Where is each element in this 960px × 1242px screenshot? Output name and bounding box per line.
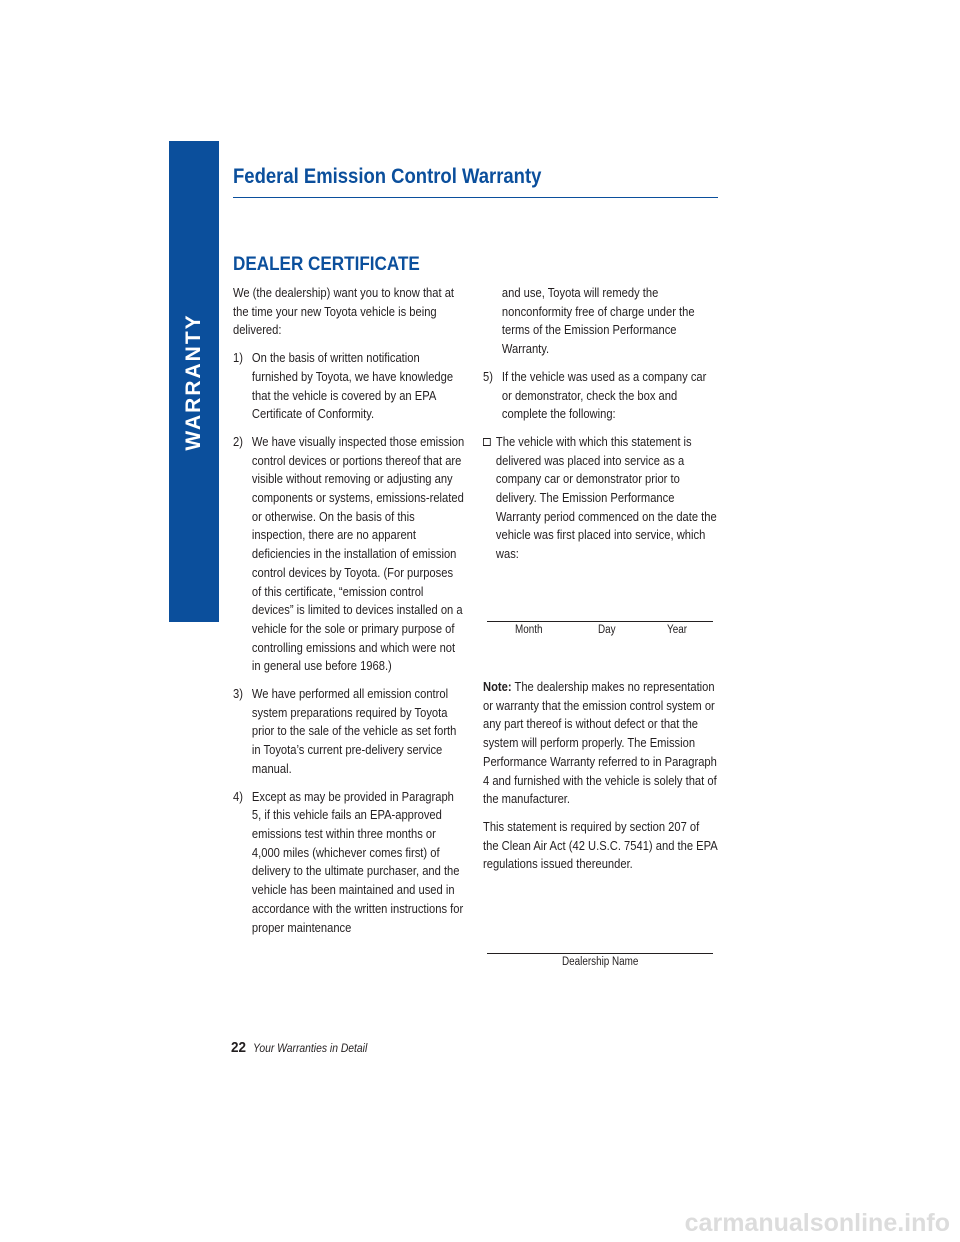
list-item-number: 4) <box>233 788 243 804</box>
list-item-text: On the basis of written notification furnished by Toyota, we have knowledge that the vehicle is covered by an EPA Certificate of Conformity. <box>251 350 454 422</box>
watermark: carmanualsonline.info <box>684 1209 950 1237</box>
company-car-checkbox[interactable] <box>483 438 491 446</box>
list-item-1 <box>233 349 465 424</box>
side-tab-label: WARRANTY <box>182 312 205 451</box>
page-number: 22 <box>231 1039 247 1056</box>
month-label: Month <box>515 624 543 636</box>
list-item-number: 3) <box>233 686 243 702</box>
note-text: The dealership makes no representation or warranty that the emission control system or any part thereof is without defect or that the system will perform properly. The Emission Performance Warranty referred to in Paragraph 4 and furnished with the vehicle is solely that of the manufacturer. <box>483 679 717 807</box>
list-item-2 <box>233 433 465 676</box>
company-car-checkbox-item <box>483 433 718 564</box>
dealership-name-line[interactable] <box>487 953 713 954</box>
section-heading: DEALER CERTIFICATE <box>233 254 420 275</box>
list-item-5 <box>483 368 718 424</box>
right-column <box>483 284 718 573</box>
intro-paragraph: We (the dealership) want you to know that at the time your new Toyota vehicle is being delivered: <box>233 285 455 338</box>
title-divider <box>233 197 718 198</box>
note-block <box>483 678 718 883</box>
list-item-text: If the vehicle was used as a company car or demonstrator, check the box and complete the following: <box>501 368 707 422</box>
year-label: Year <box>667 624 687 636</box>
list-item-number: 1) <box>233 350 243 366</box>
list-item-text: We have visually inspected those emission control devices or portions thereof that are visible without removing or adjusting any components or systems, emissions-related or otherwise. On the basis of this inspection, there are no apparent deficiencies in the installation of emission control devices by Toyota. (For purposes of this certificate, “emission control devices” is limited to devices installed on a vehicle for the sole or primary purpose of controlling emissions and which were not in general use before 1968.) <box>251 433 465 674</box>
day-label: Day <box>598 624 616 636</box>
side-tab <box>169 141 219 622</box>
list-item-text: We have performed all emission control system preparations required by Toyota prior to the sale of the vehicle as set forth in Toyota’s current pre-delivery service manual. <box>251 686 457 776</box>
statement-paragraph: This statement is required by section 207 of the Clean Air Act (42 U.S.C. 7541) and the EPA regulations issued thereunder. <box>483 818 718 872</box>
note-label: Note: <box>483 679 512 694</box>
list-item-4-continued: and use, Toyota will remedy the nonconformity free of charge under the terms of the Emission Performance Warranty. <box>501 285 695 357</box>
footer-text: Your Warranties in Detail <box>253 1043 368 1055</box>
list-item-3 <box>233 685 465 779</box>
list-item-text: Except as may be provided in Paragraph 5, if this vehicle fails an EPA-approved emissions test within three months or 4,000 miles (whichever comes first) of delivery to the ultimate purchaser, and the vehicle has been maintained and used in accordance with the written instructions for proper maintenance <box>251 788 464 935</box>
list-item-number: 5) <box>483 368 493 384</box>
list-item-number: 2) <box>233 433 243 449</box>
checkbox-text: The vehicle with which this statement is delivered was placed into service as a company car or demonstrator prior to delivery. The Emission Performance Warranty period commenced on the date the vehicle was first placed into service, which was: <box>495 433 717 562</box>
dealership-name-label: Dealership Name <box>562 956 639 968</box>
left-column <box>233 284 465 946</box>
list-item-4 <box>233 788 465 938</box>
page-title: Federal Emission Control Warranty <box>233 165 542 188</box>
date-line[interactable] <box>487 621 713 622</box>
note-paragraph <box>483 678 718 809</box>
